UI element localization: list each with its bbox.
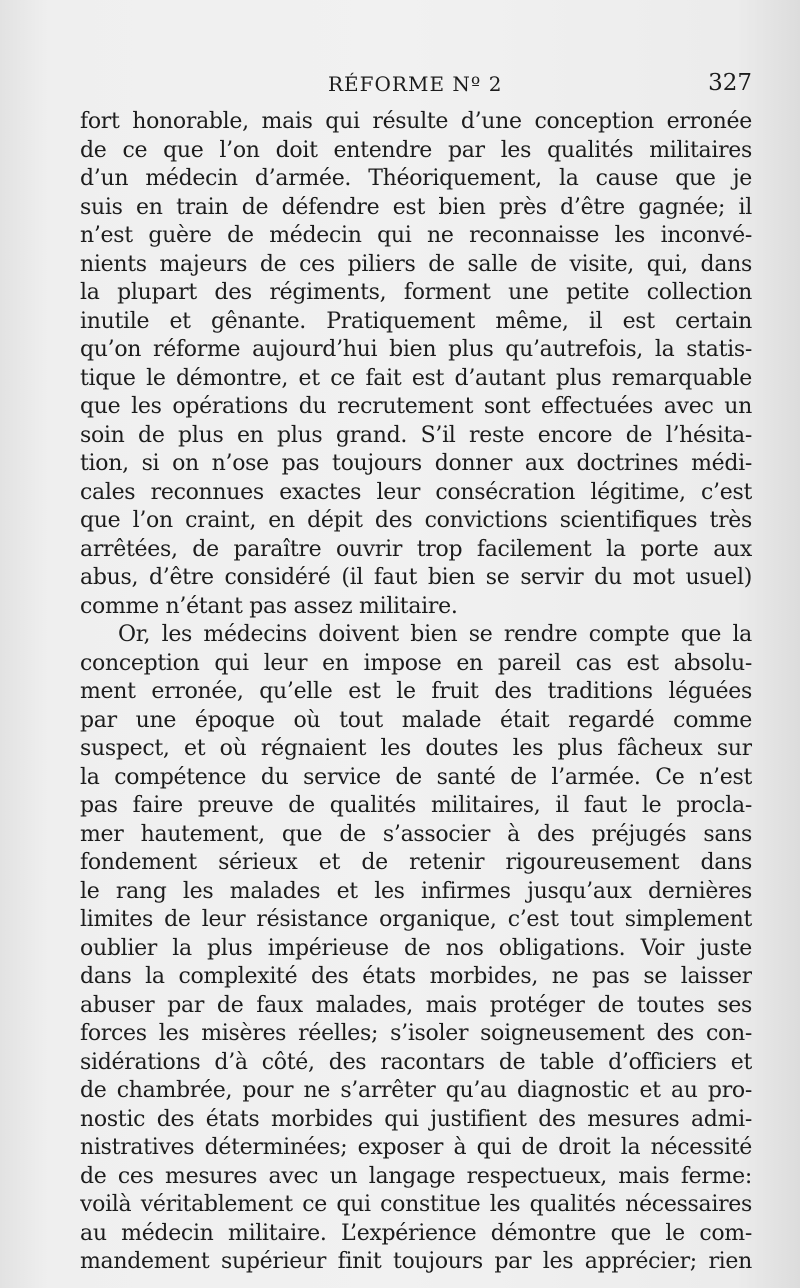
text-line: que les opérations du recrutement sont effectuées avec un xyxy=(80,394,752,419)
text-line: conception qui leur en impose en pareil cas est absolu- xyxy=(80,650,752,676)
text-line: d’un médecin d’armée. Théoriquement, la cause que je xyxy=(80,166,752,191)
text-line: suis en train de défendre est bien près d’être gagnée; il xyxy=(80,194,752,220)
text-line: qu’on réforme aujourd’hui bien plus qu’autrefois, la statis- xyxy=(80,337,752,362)
text-line: oublier la plus impérieuse de nos obligations. Voir juste xyxy=(80,935,752,961)
text-line: cales reconnues exactes leur consécration légitime, c’est xyxy=(80,479,752,505)
text-line: abuser par de faux malades, mais protéger de toutes ses xyxy=(80,992,752,1018)
text-line: n’est guère de médecin qui ne reconnaisse les inconvé- xyxy=(80,223,752,248)
text-line: sidérations d’à côté, des racontars de table d’officiers et xyxy=(80,1049,752,1075)
text-line: soin de plus en plus grand. S’il reste encore de l’hésita- xyxy=(80,422,752,448)
text-line: limites de leur résistance organique, c’est tout simplement xyxy=(80,907,752,932)
text-line: mandement supérieur finit toujours par les apprécier; rien xyxy=(80,1249,752,1274)
text-line: voilà véritablement ce qui constitue les qualités nécessaires xyxy=(80,1192,752,1217)
text-line: mer hautement, que de s’associer à des préjugés sans xyxy=(80,821,752,847)
text-line: de ce que l’on doit entendre par les qualités militaires xyxy=(80,137,752,163)
text-line: le rang les malades et les infirmes jusqu’aux dernières xyxy=(80,878,752,904)
text-line: pas faire preuve de qualités militaires, il faut le procla- xyxy=(80,793,752,818)
page-number: 327 xyxy=(708,70,752,96)
body-text xyxy=(80,108,752,1277)
text-line: la plupart des régiments, forment une petite collection xyxy=(80,280,752,305)
text-line: nients majeurs de ces piliers de salle de visite, qui, dans xyxy=(80,251,752,277)
text-line: de chambrée, pour ne s’arrêter qu’au diagnostic et au pro- xyxy=(80,1078,752,1103)
text-line: arrêtées, de paraître ouvrir trop facilement la porte aux xyxy=(80,536,752,562)
text-line: que l’on craint, en dépit des convictions scientifiques très xyxy=(80,508,752,533)
text-line: de ces mesures avec un langage respectueux, mais ferme: xyxy=(80,1163,752,1189)
text-line: forces les misères réelles; s’isoler soigneusement des con- xyxy=(80,1021,752,1046)
running-title: RÉFORME Nº 2 xyxy=(328,72,503,96)
text-line: fort honorable, mais qui résulte d’une conception erronée xyxy=(80,109,752,134)
text-line: dans la complexité des états morbides, ne pas se laisser xyxy=(80,964,752,989)
paragraph-end-line: comme n’étant pas assez militaire. xyxy=(80,593,458,619)
text-line: tion, si on n’ose pas toujours donner aux doctrines médi- xyxy=(80,451,752,476)
text-line: ment erronée, qu’elle est le fruit des traditions léguées xyxy=(80,679,752,704)
text-line: par une époque où tout malade était regardé comme xyxy=(80,707,752,733)
text-line: inutile et gênante. Pratiquement même, il est certain xyxy=(80,308,752,334)
text-line: fondement sérieux et de retenir rigoureusement dans xyxy=(80,850,752,875)
text-line: tique le démontre, et ce fait est d’autant plus remarquable xyxy=(80,365,752,391)
page-header xyxy=(80,70,752,102)
text-line: nistratives déterminées; exposer à qui de droit la nécessité xyxy=(80,1135,752,1160)
text-line: la compétence du service de santé de l’armée. Ce n’est xyxy=(80,764,752,790)
text-line: au médecin militaire. L’expérience démontre que le com- xyxy=(80,1220,752,1246)
text-line: suspect, et où régnaient les doutes les plus fâcheux sur xyxy=(80,736,752,761)
text-line: abus, d’être considéré (il faut bien se servir du mot usuel) xyxy=(80,565,752,590)
text-line: nostic des états morbides qui justifient des mesures admi- xyxy=(80,1106,752,1132)
paragraph-start-line: Or, les médecins doivent bien se rendre compte que la xyxy=(118,622,752,647)
